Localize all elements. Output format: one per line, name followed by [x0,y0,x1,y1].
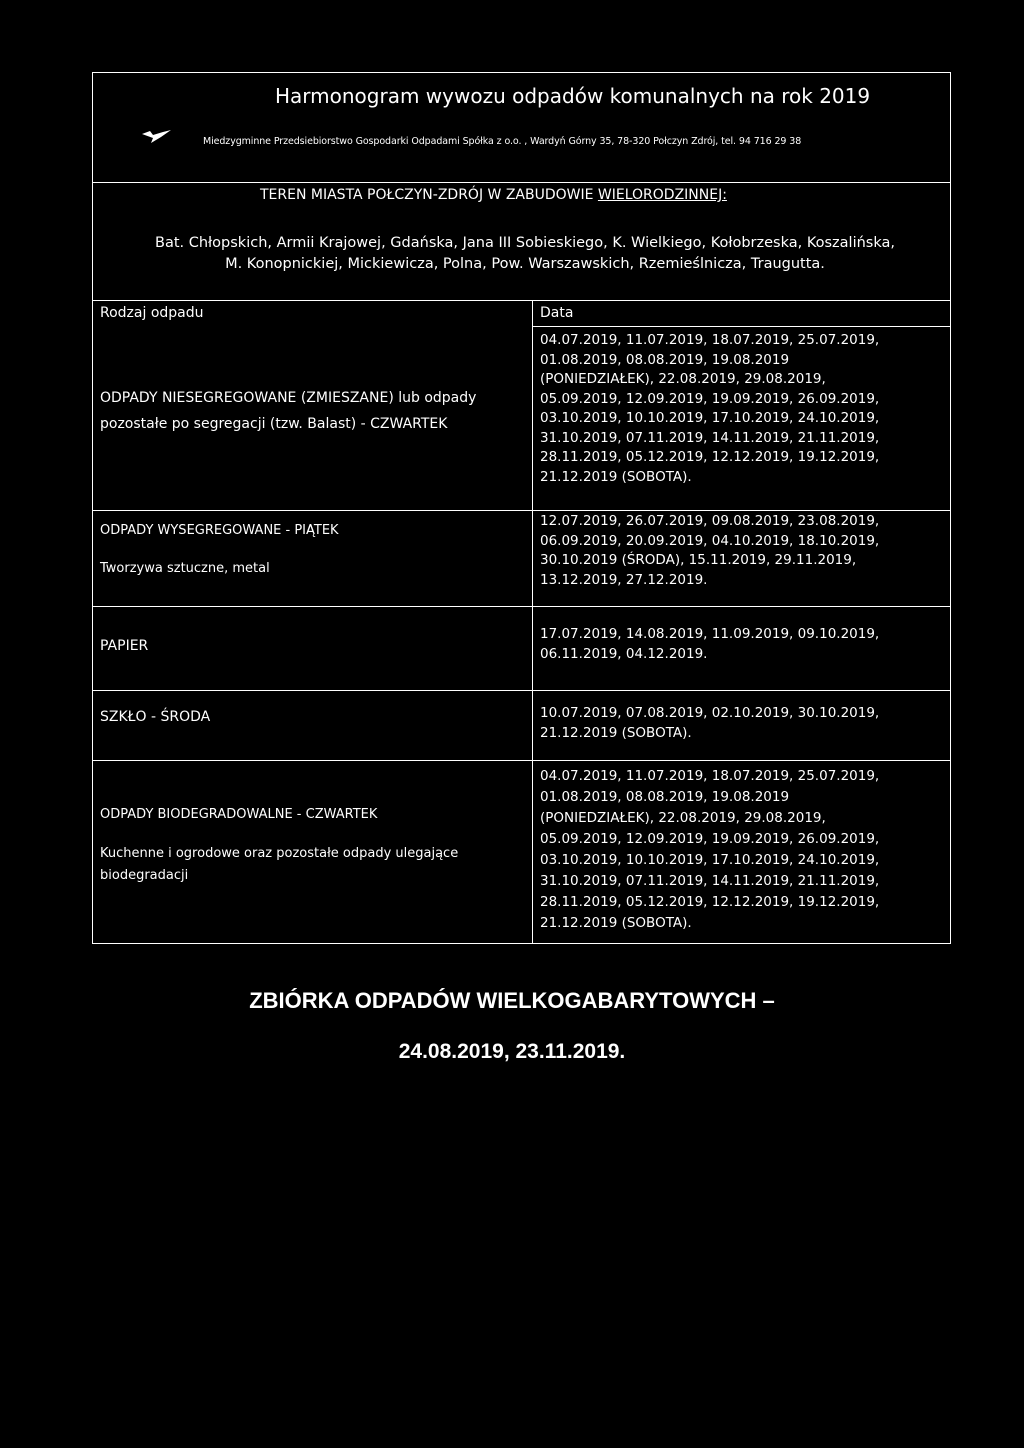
waste-type-label: pozostałe po segregacji (tzw. Balast) - CZWARTEK [100,416,448,432]
date-line: 01.08.2019, 08.08.2019, 19.08.2019 [540,351,790,368]
collection-dates [540,704,940,743]
collection-dates [540,331,940,487]
date-line: 03.10.2019, 10.10.2019, 17.10.2019, 24.10.2019, [540,852,880,868]
bulky-waste-title: ZBIÓRKA ODPADÓW WIELKOGABARYTOWYCH – [249,988,775,1013]
date-line: 01.08.2019, 08.08.2019, 19.08.2019 [540,789,790,805]
divider [92,182,951,183]
date-line: 05.09.2019, 12.09.2019, 19.09.2019, 26.09.2019, [540,390,880,407]
waste-type-label: ODPADY WYSEGREGOWANE - PIĄTEK [100,523,339,538]
waste-type-label: SZKŁO - ŚRODA [100,709,211,725]
waste-type-label: ODPADY NIESEGREGOWANE (ZMIESZANE) lub odpady [100,390,477,406]
date-line: 13.12.2019, 27.12.2019. [540,571,708,588]
date-line: 28.11.2019, 05.12.2019, 12.12.2019, 19.12.2019, [540,894,880,910]
divider [92,606,951,607]
date-line: 06.09.2019, 20.09.2019, 04.10.2019, 18.10.2019, [540,532,880,549]
date-line: 31.10.2019, 07.11.2019, 14.11.2019, 21.11.2019, [540,429,880,446]
waste-type-label: PAPIER [100,638,149,654]
date-line: 30.10.2019 (ŚRODA), 15.11.2019, 29.11.2019, [540,552,857,568]
date-line: 04.07.2019, 11.07.2019, 18.07.2019, 25.07.2019, [540,332,880,348]
date-line: 17.07.2019, 14.08.2019, 11.09.2019, 09.10.2019, [540,626,880,642]
waste-type-label: Tworzywa sztuczne, metal [100,561,270,576]
company-logo-icon [141,130,173,144]
waste-type-label: Kuchenne i ogrodowe oraz pozostałe odpady ulegające [100,846,459,861]
streets-line: M. Konopnickiej, Mickiewicza, Polna, Pow. Warszawskich, Rzemieślnicza, Traugutta. [225,256,825,272]
date-line: (PONIEDZIAŁEK), 22.08.2019, 29.08.2019, [540,810,826,826]
column-header-type: Rodzaj odpadu [100,305,204,321]
date-line: 06.11.2019, 04.12.2019. [540,645,708,662]
area-heading: TEREN MIASTA POŁCZYN-ZDRÓJ W ZABUDOWIE WIELORODZINNEJ: [260,187,727,203]
date-line: 31.10.2019, 07.11.2019, 14.11.2019, 21.11.2019, [540,873,880,889]
date-line: 05.09.2019, 12.09.2019, 19.09.2019, 26.09.2019, [540,831,880,847]
divider [92,690,951,691]
page-title: Harmonogram wywozu odpadów komunalnych na rok 2019 [275,84,871,108]
streets-line: Bat. Chłopskich, Armii Krajowej, Gdańska, Jana III Sobieskiego, K. Wielkiego, Kołobrzeska, Koszalińska, [155,235,895,251]
date-line: 10.07.2019, 07.08.2019, 02.10.2019, 30.10.2019, [540,705,880,721]
date-line: 28.11.2019, 05.12.2019, 12.12.2019, 19.12.2019, [540,449,880,465]
date-line: 03.10.2019, 10.10.2019, 17.10.2019, 24.10.2019, [540,410,880,426]
date-line: (PONIEDZIAŁEK), 22.08.2019, 29.08.2019, [540,371,826,387]
streets-list [130,233,920,275]
collection-dates [540,625,940,664]
company-info: Miedzygminne Przedsiebiorstwo Gospodarki Odpadami Spółka z o.o. , Wardyń Górny 35, 78-320 Połczyn Zdrój, tel. 94 716 29 38 [203,136,802,147]
divider [92,510,951,511]
column-header-date: Data [540,305,574,321]
date-line: 12.07.2019, 26.07.2019, 09.08.2019, 23.08.2019, [540,513,880,529]
waste-type-label: biodegradacji [100,868,189,883]
date-line: 21.12.2019 (SOBOTA). [540,915,692,931]
divider [532,326,951,327]
date-line: 04.07.2019, 11.07.2019, 18.07.2019, 25.07.2019, [540,768,880,784]
waste-type-label: ODPADY BIODEGRADOWALNE - CZWARTEK [100,807,378,822]
collection-dates [540,766,940,934]
divider [92,760,951,761]
collection-dates [540,512,940,590]
divider [92,300,951,301]
column-divider [532,300,533,944]
bulky-waste-dates: 24.08.2019, 23.11.2019. [398,1040,626,1063]
date-line: 21.12.2019 (SOBOTA). [540,468,692,485]
date-line: 21.12.2019 (SOBOTA). [540,724,692,741]
